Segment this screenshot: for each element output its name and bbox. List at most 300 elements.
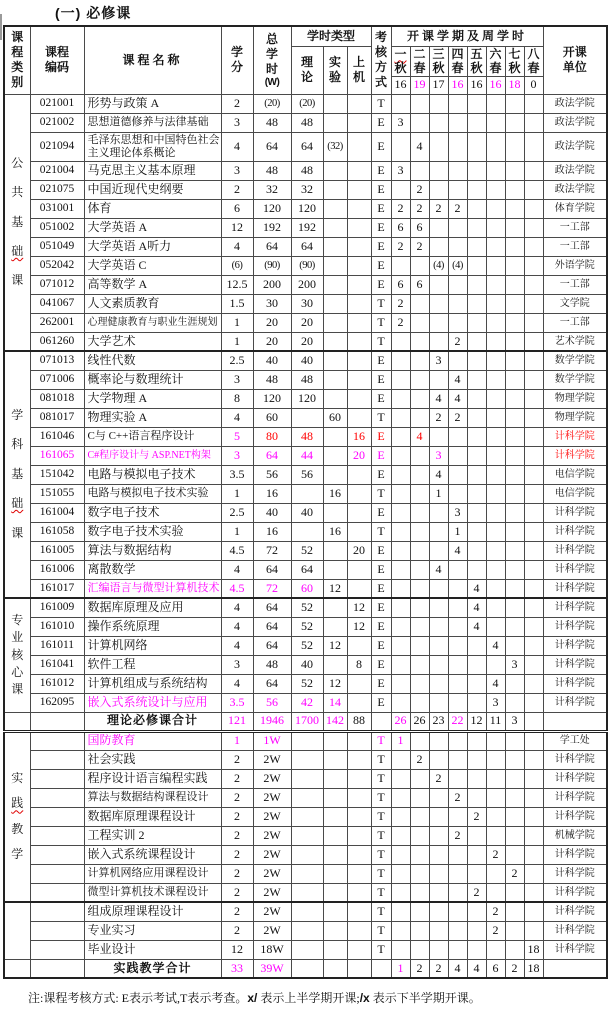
course-row — [4, 370, 607, 389]
cell-semester-6 — [486, 617, 505, 636]
cell-unit: 物理学院 — [543, 389, 607, 408]
cell-experiment-hours — [323, 864, 347, 883]
cell-semester-5 — [467, 161, 486, 180]
cell-semester-4 — [448, 921, 467, 940]
cell-semester-4 — [448, 161, 467, 180]
cell-semester-1 — [391, 484, 410, 503]
cell-semester-3: 3 — [429, 446, 448, 465]
cell-semester-3 — [429, 693, 448, 712]
footnote-text: 注:课程考核方式: E表示考试,T表示考查。 — [28, 991, 248, 1005]
cell-semester-4 — [448, 294, 467, 313]
course-row — [4, 132, 607, 161]
cell-semester-7 — [505, 218, 524, 237]
cell-semester-2: 2 — [410, 237, 429, 256]
cell-course-name: 马克思主义基本原理 — [84, 161, 221, 180]
cell-computer-hours — [347, 902, 371, 921]
cell-credits: 3 — [221, 446, 253, 465]
cell-semester-7 — [505, 522, 524, 541]
cell-semester-5 — [467, 446, 486, 465]
cell-experiment-hours — [323, 389, 347, 408]
cell-semester-7 — [505, 465, 524, 484]
cell-unit: 计科学院 — [543, 883, 607, 902]
cell-semester-8 — [524, 332, 543, 351]
cell-semester-7 — [505, 940, 524, 959]
cell-assessment — [371, 712, 391, 731]
cell-semester-2 — [410, 788, 429, 807]
cell-semester-3 — [429, 883, 448, 902]
cell-unit: 文学院 — [543, 294, 607, 313]
cell-semester-5: 4 — [467, 617, 486, 636]
cell-semester-5 — [467, 113, 486, 132]
cell-semester-1 — [391, 902, 410, 921]
cell-semester-4 — [448, 617, 467, 636]
cell-experiment-hours — [323, 370, 347, 389]
cell-semester-5 — [467, 332, 486, 351]
cell-semester-1 — [391, 826, 410, 845]
cell-semester-1: 6 — [391, 218, 410, 237]
cell-course-code: 161004 — [30, 503, 84, 522]
cell-semester-6 — [486, 218, 505, 237]
course-row — [4, 769, 607, 788]
cell-semester-8 — [524, 275, 543, 294]
cell-course-name: 数据库原理课程设计 — [84, 807, 221, 826]
cell-computer-hours — [347, 522, 371, 541]
cell-semester-7 — [505, 294, 524, 313]
cell-semester-8 — [524, 132, 543, 161]
cell-semester-5 — [467, 256, 486, 275]
cell-assessment: T — [371, 94, 391, 113]
cell-computer-hours — [347, 560, 371, 579]
cell-semester-8 — [524, 769, 543, 788]
cell-assessment: E — [371, 132, 391, 161]
cell-semester-1 — [391, 389, 410, 408]
cell-semester-2 — [410, 256, 429, 275]
cell-course-name: 专业实习 — [84, 921, 221, 940]
cell-unit: 政法学院 — [543, 161, 607, 180]
cell-assessment: T — [371, 522, 391, 541]
cell-unit: 电信学院 — [543, 465, 607, 484]
cell-total-hours: 2W — [253, 826, 291, 845]
cell-computer-hours — [347, 579, 371, 598]
cell-course-name: 程序设计语言编程实践 — [84, 769, 221, 788]
cell-semester-3 — [429, 674, 448, 693]
cell-semester-8 — [524, 427, 543, 446]
cell-semester-2 — [410, 541, 429, 560]
cell-credits: 33 — [221, 959, 253, 978]
cell-theory-hours: 42 — [291, 693, 323, 712]
cell-semester-2 — [410, 826, 429, 845]
cell-unit: 一工部 — [543, 218, 607, 237]
cell-unit: 计科学院 — [543, 427, 607, 446]
cell-theory-hours — [291, 921, 323, 940]
cell-semester-2: 2 — [410, 959, 429, 978]
cell-semester-5 — [467, 199, 486, 218]
footnote — [28, 989, 610, 1006]
cell-course-code: 161041 — [30, 655, 84, 674]
cell-course-name: 软件工程 — [84, 655, 221, 674]
cell-semester-3 — [429, 427, 448, 446]
cell-theory-hours — [291, 940, 323, 959]
cell-assessment: E — [371, 256, 391, 275]
cell-semester-2: 2 — [410, 199, 429, 218]
footnote-upper-text: 表示上半学期开课; — [257, 991, 360, 1005]
cell-semester-6: 3 — [486, 693, 505, 712]
cell-semester-3 — [429, 940, 448, 959]
cell-semester-4 — [448, 845, 467, 864]
course-row — [4, 750, 607, 769]
cell-total-hours: 72 — [253, 541, 291, 560]
cell-semester-4 — [448, 940, 467, 959]
cell-semester-4 — [448, 864, 467, 883]
cell-course-code: 161012 — [30, 674, 84, 693]
cell-assessment: E — [371, 541, 391, 560]
cell-semester-8 — [524, 693, 543, 712]
cell-total-hours: 64 — [253, 636, 291, 655]
cell-experiment-hours — [323, 655, 347, 674]
cell-semester-5 — [467, 465, 486, 484]
cell-unit — [543, 712, 607, 731]
cell-semester-4 — [448, 560, 467, 579]
cell-course-code: 051002 — [30, 218, 84, 237]
cell-semester-5: 4 — [467, 959, 486, 978]
cell-semester-7 — [505, 750, 524, 769]
cell-credits: 4.5 — [221, 579, 253, 598]
cell-experiment-hours — [323, 959, 347, 978]
cell-experiment-hours: 60 — [323, 408, 347, 427]
cell-theory-hours — [291, 750, 323, 769]
cell-theory-hours: 48 — [291, 370, 323, 389]
cell-course-name: 大学英语 A — [84, 218, 221, 237]
cell-experiment-hours — [323, 807, 347, 826]
cell-unit: 政法学院 — [543, 113, 607, 132]
cell-category — [4, 712, 30, 731]
curriculum-table — [3, 25, 608, 979]
cell-semester-8 — [524, 617, 543, 636]
cell-semester-2 — [410, 769, 429, 788]
cell-assessment: E — [371, 636, 391, 655]
cell-semester-6 — [486, 313, 505, 332]
cell-semester-1: 1 — [391, 959, 410, 978]
cell-semester-5 — [467, 294, 486, 313]
cell-semester-8 — [524, 598, 543, 617]
cell-computer-hours — [347, 180, 371, 199]
cell-semester-7 — [505, 446, 524, 465]
cell-semester-3 — [429, 94, 448, 113]
table-header — [4, 26, 607, 94]
cell-semester-2 — [410, 674, 429, 693]
cell-computer-hours — [347, 750, 371, 769]
cell-course-code: 151042 — [30, 465, 84, 484]
cell-semester-2: 2 — [410, 750, 429, 769]
cell-semester-6 — [486, 275, 505, 294]
cell-course-code: 071013 — [30, 351, 84, 370]
cell-experiment-hours — [323, 883, 347, 902]
cell-experiment-hours — [323, 541, 347, 560]
cell-semester-8 — [524, 503, 543, 522]
cell-semester-7 — [505, 921, 524, 940]
cell-semester-6 — [486, 132, 505, 161]
cell-computer-hours — [347, 959, 371, 978]
cell-semester-6 — [486, 370, 505, 389]
cell-course-code: 162095 — [30, 693, 84, 712]
cell-semester-4: 2 — [448, 199, 467, 218]
cell-semester-8 — [524, 370, 543, 389]
cell-category: 实 践 教 学 — [4, 731, 30, 902]
course-row — [4, 313, 607, 332]
cell-course-code: 161009 — [30, 598, 84, 617]
cell-course-code — [30, 712, 84, 731]
cell-computer-hours — [347, 883, 371, 902]
cell-total-hours: 2W — [253, 864, 291, 883]
cell-semester-5 — [467, 180, 486, 199]
cell-semester-2 — [410, 598, 429, 617]
cell-semester-3: 2 — [429, 199, 448, 218]
cell-credits: 2.5 — [221, 351, 253, 370]
cell-course-name: 体育 — [84, 199, 221, 218]
cell-semester-2 — [410, 465, 429, 484]
cell-computer-hours — [347, 332, 371, 351]
cell-semester-5 — [467, 788, 486, 807]
cell-semester-7 — [505, 617, 524, 636]
cell-theory-hours — [291, 769, 323, 788]
cell-computer-hours — [347, 370, 371, 389]
cell-theory-hours — [291, 408, 323, 427]
cell-category — [4, 959, 30, 978]
cell-total-hours: 16 — [253, 522, 291, 541]
cell-total-label: 实践教学合计 — [84, 959, 221, 978]
cell-semester-7 — [505, 693, 524, 712]
cell-semester-2 — [410, 94, 429, 113]
cell-semester-6 — [486, 294, 505, 313]
cell-credits: 3 — [221, 113, 253, 132]
cell-total-hours: 1W — [253, 731, 291, 750]
cell-semester-4: 2 — [448, 408, 467, 427]
cell-course-code — [30, 959, 84, 978]
cell-semester-7 — [505, 503, 524, 522]
cell-experiment-hours — [323, 503, 347, 522]
cell-semester-5 — [467, 218, 486, 237]
cell-total-hours: 56 — [253, 693, 291, 712]
cell-computer-hours — [347, 294, 371, 313]
course-row — [4, 332, 607, 351]
course-row — [4, 864, 607, 883]
cell-course-name: 数字电子技术 — [84, 503, 221, 522]
cell-semester-7 — [505, 275, 524, 294]
cell-semester-5 — [467, 560, 486, 579]
course-row — [4, 636, 607, 655]
course-row — [4, 921, 607, 940]
header-semester-4: 四 春 — [448, 46, 467, 76]
cell-unit: 计科学院 — [543, 902, 607, 921]
cell-course-name: 线性代数 — [84, 351, 221, 370]
cell-assessment: T — [371, 883, 391, 902]
cell-semester-1 — [391, 256, 410, 275]
cell-credits: 2 — [221, 826, 253, 845]
cell-semester-5 — [467, 541, 486, 560]
cell-semester-3 — [429, 522, 448, 541]
cell-unit: 一工部 — [543, 237, 607, 256]
cell-unit: 计科学院 — [543, 674, 607, 693]
cell-assessment: T — [371, 940, 391, 959]
cell-computer-hours: 20 — [347, 541, 371, 560]
course-row — [4, 674, 607, 693]
cell-experiment-hours: 16 — [323, 484, 347, 503]
cell-course-name: 中国近现代史纲要 — [84, 180, 221, 199]
cell-computer-hours — [347, 94, 371, 113]
cell-semester-7 — [505, 180, 524, 199]
cell-semester-8 — [524, 845, 543, 864]
cell-course-name: 大学物理 A — [84, 389, 221, 408]
cell-unit: 体育学院 — [543, 199, 607, 218]
cell-semester-2 — [410, 446, 429, 465]
cell-computer-hours — [347, 237, 371, 256]
cell-total-hours: 48 — [253, 370, 291, 389]
cell-course-name: 组成原理课程设计 — [84, 902, 221, 921]
cell-semester-2 — [410, 294, 429, 313]
cell-semester-3 — [429, 598, 448, 617]
course-row — [4, 579, 607, 598]
cell-theory-hours: 48 — [291, 427, 323, 446]
cell-assessment: E — [371, 579, 391, 598]
course-row — [4, 351, 607, 370]
cell-semester-2 — [410, 313, 429, 332]
cell-semester-6 — [486, 389, 505, 408]
header-weeks-8: 0 — [524, 76, 543, 94]
cell-semester-7 — [505, 332, 524, 351]
cell-total-hours: 60 — [253, 408, 291, 427]
cell-semester-6: 2 — [486, 845, 505, 864]
cell-semester-5 — [467, 484, 486, 503]
cell-semester-2 — [410, 902, 429, 921]
cell-semester-1 — [391, 465, 410, 484]
cell-theory-hours: 120 — [291, 199, 323, 218]
course-row — [4, 446, 607, 465]
cell-credits: 2 — [221, 94, 253, 113]
course-row — [4, 275, 607, 294]
cell-semester-7 — [505, 256, 524, 275]
cell-experiment-hours — [323, 256, 347, 275]
cell-semester-3 — [429, 132, 448, 161]
cell-semester-7 — [505, 883, 524, 902]
cell-theory-hours: (90) — [291, 256, 323, 275]
cell-semester-8 — [524, 161, 543, 180]
cell-semester-4: (4) — [448, 256, 467, 275]
cell-theory-hours: 52 — [291, 617, 323, 636]
header-semester-5: 五 秋 — [467, 46, 486, 76]
cell-semester-6 — [486, 237, 505, 256]
cell-semester-7 — [505, 541, 524, 560]
cell-total-hours: 64 — [253, 237, 291, 256]
cell-experiment-hours — [323, 218, 347, 237]
cell-semester-8 — [524, 237, 543, 256]
cell-theory-hours — [291, 731, 323, 750]
total-row — [4, 712, 607, 731]
cell-assessment: E — [371, 389, 391, 408]
course-row — [4, 560, 607, 579]
cell-semester-7 — [505, 132, 524, 161]
cell-semester-6 — [486, 750, 505, 769]
cell-semester-6 — [486, 180, 505, 199]
cell-semester-5 — [467, 522, 486, 541]
cell-semester-4 — [448, 902, 467, 921]
course-row — [4, 199, 607, 218]
cell-credits: 1 — [221, 522, 253, 541]
cell-unit: 电信学院 — [543, 484, 607, 503]
cell-experiment-hours — [323, 180, 347, 199]
course-row — [4, 237, 607, 256]
cell-unit: 计科学院 — [543, 845, 607, 864]
cell-total-hours: 40 — [253, 503, 291, 522]
cell-semester-4: 2 — [448, 788, 467, 807]
cell-total-hours: 2W — [253, 921, 291, 940]
cell-experiment-hours: 16 — [323, 522, 347, 541]
cell-computer-hours — [347, 218, 371, 237]
cell-semester-2 — [410, 389, 429, 408]
cell-semester-5 — [467, 408, 486, 427]
cell-semester-8 — [524, 256, 543, 275]
cell-theory-hours: (20) — [291, 94, 323, 113]
cell-semester-4 — [448, 579, 467, 598]
cell-theory-hours — [291, 484, 323, 503]
cell-semester-8 — [524, 113, 543, 132]
cell-course-name: 物理实验 A — [84, 408, 221, 427]
cell-theory-hours: 56 — [291, 465, 323, 484]
cell-theory-hours: 60 — [291, 579, 323, 598]
cell-computer-hours — [347, 161, 371, 180]
cell-semester-8 — [524, 465, 543, 484]
cell-assessment: E — [371, 655, 391, 674]
cell-credits: 4 — [221, 598, 253, 617]
cell-semester-8 — [524, 218, 543, 237]
cell-experiment-hours — [323, 199, 347, 218]
cell-credits: 3 — [221, 370, 253, 389]
cell-semester-1 — [391, 180, 410, 199]
cell-semester-1: 3 — [391, 113, 410, 132]
cell-semester-7 — [505, 579, 524, 598]
cell-semester-4 — [448, 674, 467, 693]
cell-semester-8: 18 — [524, 940, 543, 959]
cell-course-code: 021002 — [30, 113, 84, 132]
cell-semester-6 — [486, 351, 505, 370]
cell-computer-hours — [347, 693, 371, 712]
cell-course-code — [30, 845, 84, 864]
header-weeks-2: 19 — [410, 76, 429, 94]
course-row — [4, 883, 607, 902]
header-semester-6: 六 春 — [486, 46, 505, 76]
cell-semester-6 — [486, 598, 505, 617]
cell-semester-6 — [486, 332, 505, 351]
cell-semester-6 — [486, 769, 505, 788]
cell-semester-3 — [429, 921, 448, 940]
cell-semester-2: 4 — [410, 132, 429, 161]
cell-semester-7 — [505, 636, 524, 655]
cell-semester-3 — [429, 655, 448, 674]
cell-theory-hours: 52 — [291, 636, 323, 655]
cell-semester-8 — [524, 883, 543, 902]
cell-total-hours: 120 — [253, 389, 291, 408]
header-weeks-1: 16 — [391, 76, 410, 94]
cell-semester-4: 4 — [448, 370, 467, 389]
cell-semester-1: 3 — [391, 161, 410, 180]
cell-computer-hours — [347, 408, 371, 427]
cell-theory-hours: 200 — [291, 275, 323, 294]
cell-unit: 外语学院 — [543, 256, 607, 275]
cell-course-code: 161010 — [30, 617, 84, 636]
cell-experiment-hours — [323, 826, 347, 845]
cell-theory-hours — [291, 883, 323, 902]
cell-unit: 计科学院 — [543, 446, 607, 465]
cell-assessment: T — [371, 788, 391, 807]
